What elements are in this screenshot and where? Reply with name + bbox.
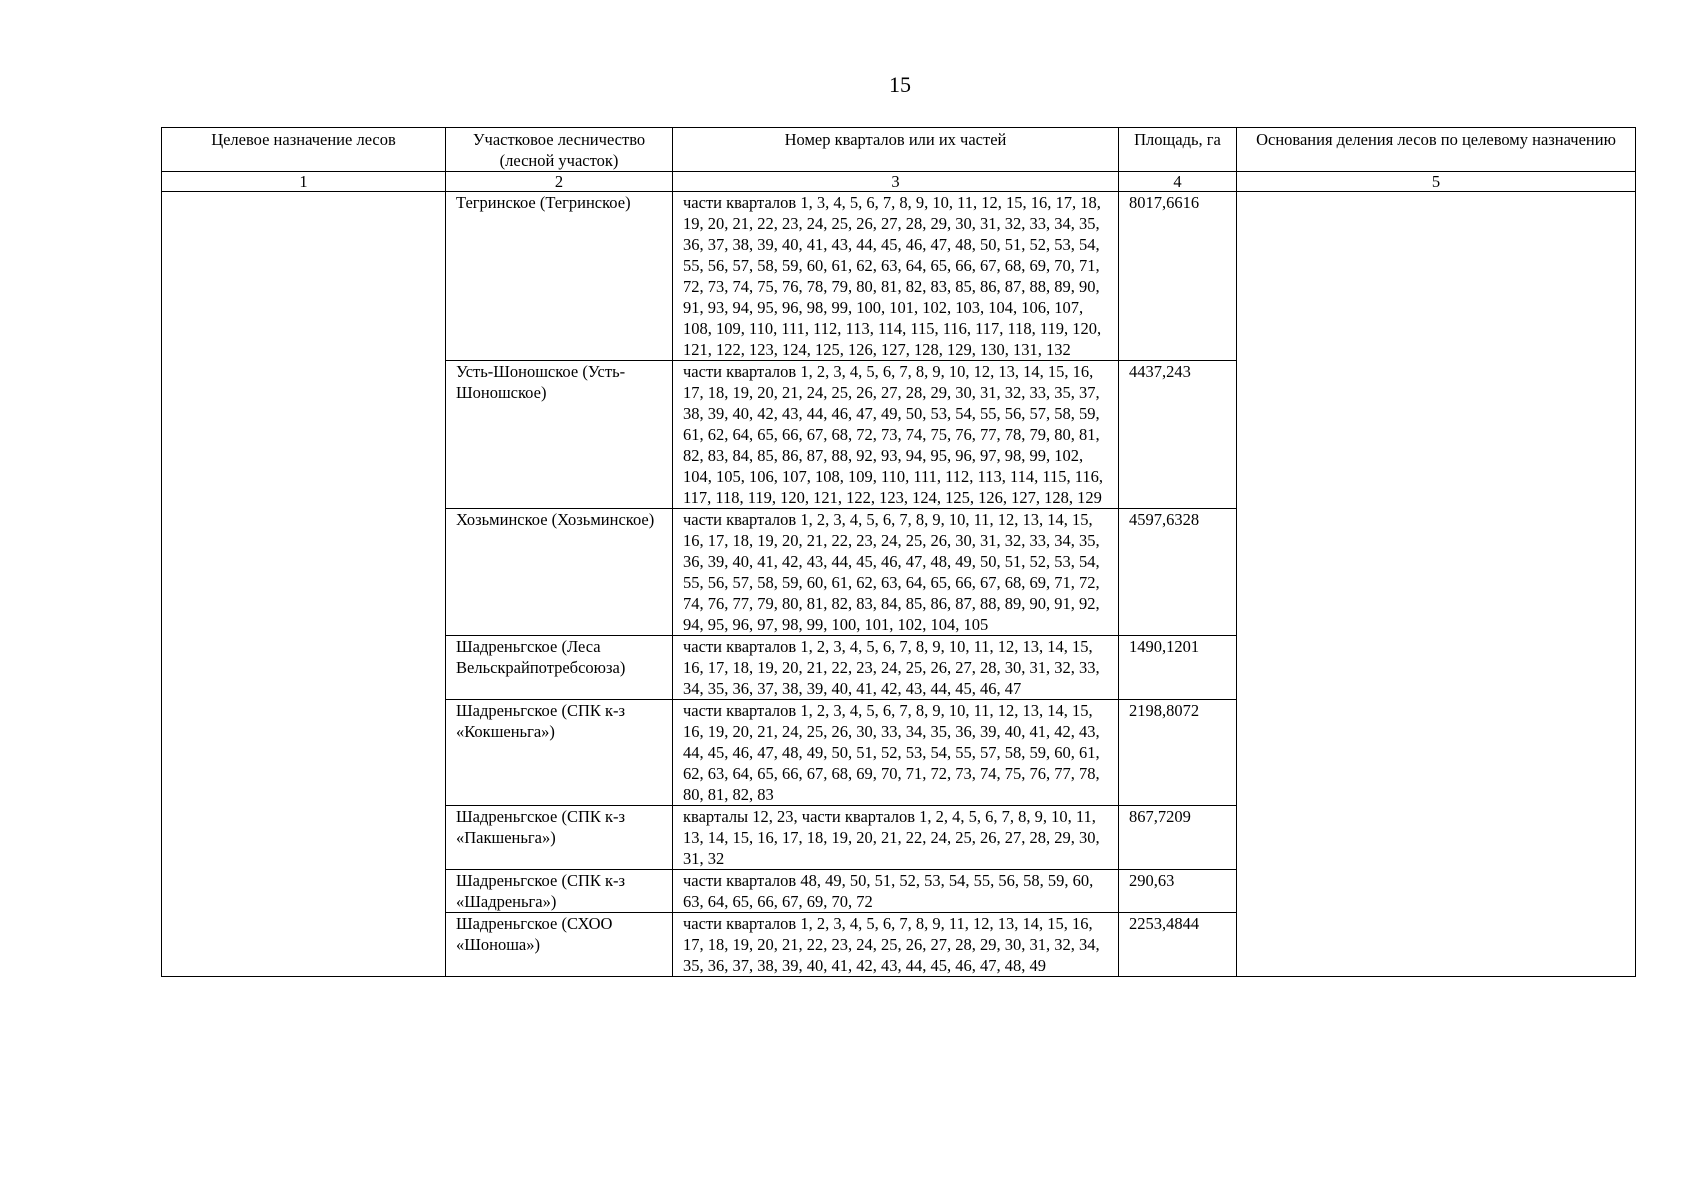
quarters-cell: части кварталов 1, 2, 3, 4, 5, 6, 7, 8, 9, 10, 11, 12, 13, 14, 15, 16, 19, 20, 21, 24, 25, 26, 30, 33, 34, 35, 36, 39, 40, 41, 42, 43, 44, 45, 46, 47, 48, 49, 50, 51, 52, 53, 54, 55, 57, 58, 59, 60, 61, 62, 63, 64, 65, 66, 67, 68, 69, 70, 71, 72, 73, 74, 75, 76, 77, 78, 80, 81, 82, 83 [673, 700, 1119, 806]
forestry-cell: Хозьминское (Хозьминское) [446, 509, 673, 636]
page-number: 15 [889, 72, 911, 97]
quarters-cell: части кварталов 1, 3, 4, 5, 6, 7, 8, 9, 10, 11, 12, 15, 16, 17, 18, 19, 20, 21, 22, 23, 24, 25, 26, 27, 28, 29, 30, 31, 32, 33, 34, 35, 36, 37, 38, 39, 40, 41, 43, 44, 45, 46, 47, 48, 50, 51, 52, 53, 54, 55, 56, 57, 58, 59, 60, 61, 62, 63, 64, 65, 66, 67, 68, 69, 70, 71, 72, 73, 74, 75, 76, 78, 79, 80, 81, 82, 83, 85, 86, 87, 88, 89, 90, 91, 93, 94, 95, 96, 98, 99, 100, 101, 102, 103, 104, 106, 107, 108, 109, 110, 111, 112, 113, 114, 115, 116, 117, 118, 119, 120, 121, 122, 123, 124, 125, 126, 127, 128, 129, 130, 131, 132 [673, 192, 1119, 361]
table-row [162, 192, 1636, 361]
area-cell: 8017,6616 [1119, 192, 1237, 361]
forestry-cell: Шадреньгское (СПК к-з «Шадреньга») [446, 870, 673, 913]
column-number: 5 [1237, 172, 1636, 192]
forestry-cell: Шадреньгское (СПК к-з «Пакшеньга») [446, 806, 673, 870]
quarters-cell: части кварталов 1, 2, 3, 4, 5, 6, 7, 8, 9, 11, 12, 13, 14, 15, 16, 17, 18, 19, 20, 21, 22, 23, 24, 25, 26, 27, 28, 29, 30, 31, 32, 34, 35, 36, 37, 38, 39, 40, 41, 42, 43, 44, 45, 46, 47, 48, 49 [673, 913, 1119, 977]
area-cell: 2253,4844 [1119, 913, 1237, 977]
quarters-cell: части кварталов 1, 2, 3, 4, 5, 6, 7, 8, 9, 10, 11, 12, 13, 14, 15, 16, 17, 18, 19, 20, 21, 22, 23, 24, 25, 26, 30, 31, 32, 33, 34, 35, 36, 39, 40, 41, 42, 43, 44, 45, 46, 47, 48, 49, 50, 51, 52, 53, 54, 55, 56, 57, 58, 59, 60, 61, 62, 63, 64, 65, 66, 67, 68, 69, 71, 72, 74, 76, 77, 79, 80, 81, 82, 83, 84, 85, 86, 87, 88, 89, 90, 91, 92, 94, 95, 96, 97, 98, 99, 100, 101, 102, 104, 105 [673, 509, 1119, 636]
forestry-cell: Шадреньгское (Леса Вельскрайпотребсоюза) [446, 636, 673, 700]
forestry-cell: Тегринское (Тегринское) [446, 192, 673, 361]
forestry-cell: Усть-Шоношское (Усть-Шоношское) [446, 361, 673, 509]
table-body [162, 192, 1636, 977]
area-cell: 4597,6328 [1119, 509, 1237, 636]
column-number: 4 [1119, 172, 1237, 192]
header-purpose: Целевое назначение лесов [162, 128, 446, 172]
area-cell: 867,7209 [1119, 806, 1237, 870]
column-number-row [162, 172, 1636, 192]
header-row [162, 128, 1636, 172]
quarters-cell: кварталы 12, 23, части кварталов 1, 2, 4, 5, 6, 7, 8, 9, 10, 11, 13, 14, 15, 16, 17, 18, 19, 20, 21, 22, 24, 25, 26, 27, 28, 29, 30, 31, 32 [673, 806, 1119, 870]
column-number: 3 [673, 172, 1119, 192]
area-cell: 290,63 [1119, 870, 1237, 913]
forest-purpose-table [161, 127, 1636, 977]
quarters-cell: части кварталов 1, 2, 3, 4, 5, 6, 7, 8, 9, 10, 12, 13, 14, 15, 16, 17, 18, 19, 20, 21, 24, 25, 26, 27, 28, 29, 30, 31, 32, 33, 35, 37, 38, 39, 40, 42, 43, 44, 46, 47, 49, 50, 53, 54, 55, 56, 57, 58, 59, 61, 62, 64, 65, 66, 67, 68, 72, 73, 74, 75, 76, 77, 78, 79, 80, 81, 82, 83, 84, 85, 86, 87, 88, 92, 93, 94, 95, 96, 97, 98, 99, 102, 104, 105, 106, 107, 108, 109, 110, 111, 112, 113, 114, 115, 116, 117, 118, 119, 120, 121, 122, 123, 124, 125, 126, 127, 128, 129 [673, 361, 1119, 509]
header-grounds: Основания деления лесов по целевому назначению [1237, 128, 1636, 172]
area-cell: 1490,1201 [1119, 636, 1237, 700]
purpose-cell [162, 192, 446, 977]
header-area: Площадь, га [1119, 128, 1237, 172]
table-header [162, 128, 1636, 192]
quarters-cell: части кварталов 1, 2, 3, 4, 5, 6, 7, 8, 9, 10, 11, 12, 13, 14, 15, 16, 17, 18, 19, 20, 21, 22, 23, 24, 25, 26, 27, 28, 30, 31, 32, 33, 34, 35, 36, 37, 38, 39, 40, 41, 42, 43, 44, 45, 46, 47 [673, 636, 1119, 700]
forestry-cell: Шадреньгское (СПК к-з «Кокшеньга») [446, 700, 673, 806]
area-cell: 2198,8072 [1119, 700, 1237, 806]
area-cell: 4437,243 [1119, 361, 1237, 509]
header-quarters: Номер кварталов или их частей [673, 128, 1119, 172]
forestry-cell: Шадреньгское (СХОО «Шоноша») [446, 913, 673, 977]
column-number: 1 [162, 172, 446, 192]
quarters-cell: части кварталов 48, 49, 50, 51, 52, 53, 54, 55, 56, 58, 59, 60, 63, 64, 65, 66, 67, 69, 70, 72 [673, 870, 1119, 913]
header-forestry: Участковое лесничество (лесной участок) [446, 128, 673, 172]
column-number: 2 [446, 172, 673, 192]
grounds-cell [1237, 192, 1636, 977]
